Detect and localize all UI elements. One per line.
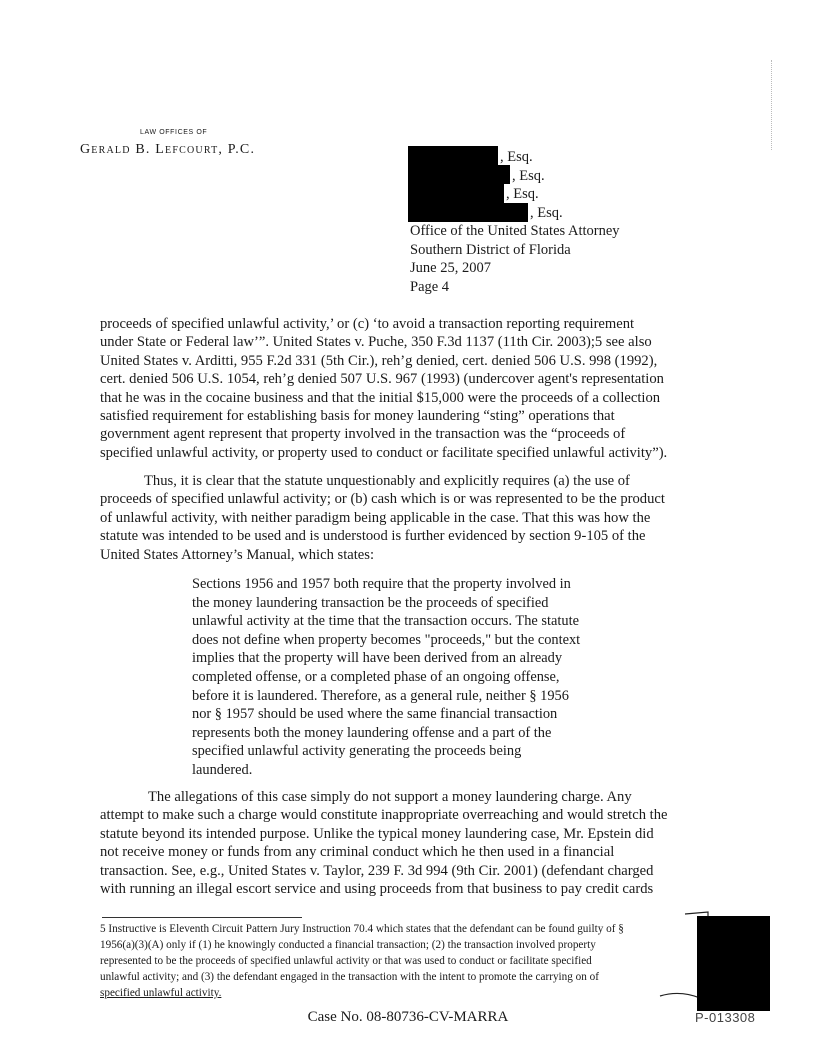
text-line: proceeds of specified unlawful activity,’ or (c) ‘to avoid a transaction reporting requirement xyxy=(100,316,635,332)
footnote-divider xyxy=(102,917,302,918)
footnote-line: 5 Instructive is Eleventh Circuit Pattern Jury Instruction 70.4 which states that the defendant can be found guilty of § xyxy=(100,923,624,935)
text-line: United States v. Arditti, 955 F.2d 331 (5th Cir.), reh’g denied, cert. denied 506 U.S. 998 (1992), xyxy=(100,352,658,369)
text-line: specified unlawful activity, or property used to conduct or facilitate specified unlawful activity”). xyxy=(100,444,668,461)
text-line: under State or Federal law’”. United States v. Puche, 350 F.3d 1137 (11th Cir. 2003);5 see also xyxy=(100,334,652,351)
footnote-line: unlawful activity; and (3) the defendant engaged in the transaction with the intent to promote the carrying on of xyxy=(100,971,599,983)
footnote-line: 1956(a)(3)(A) only if (1) he knowingly conducted a financial transaction; (2) the transaction involved property xyxy=(100,939,596,951)
redaction-box xyxy=(697,916,770,1011)
text-line: with running an illegal escort service and using proceeds from that business to pay credit cards xyxy=(100,881,654,898)
text-line: The allegations of this case simply do not support a money laundering charge. Any xyxy=(148,789,632,805)
recipient-address xyxy=(410,148,710,296)
scan-artifact xyxy=(771,60,773,150)
addressee-2: , Esq. xyxy=(512,167,545,184)
firm-name: Gerald B. Lefcourt, P.C. xyxy=(80,142,256,157)
law-offices-label: LAW OFFICES OF xyxy=(140,129,208,136)
text-line: attempt to make such a charge would constitute inappropriate overreaching and would stretch the xyxy=(100,807,668,824)
text-line: proceeds of specified unlawful activity; or (b) cash which is or was represented to be the product xyxy=(100,491,665,508)
case-number: Case No. 08-80736-CV-MARRA xyxy=(307,1009,509,1025)
recipient-office: Office of the United States Attorney xyxy=(410,223,620,239)
quote-line: the money laundering transaction be the proceeds of specified xyxy=(192,594,549,611)
quote-line: implies that the property will have been derived from an already xyxy=(192,650,563,667)
text-line: of unlawful activity, with neither paradigm being applicable in the case. That this was how the xyxy=(100,509,651,526)
paragraph-1 xyxy=(100,315,682,462)
paragraph-2 xyxy=(100,472,682,564)
quote-line: Sections 1956 and 1957 both require that the property involved in xyxy=(192,576,571,592)
footnote-line: specified unlawful activity. xyxy=(100,987,222,999)
text-line: that he was in the cocaine business and that the initial $15,000 were the proceeds of a collection xyxy=(100,389,661,406)
text-line: cert. denied 506 U.S. 1054, reh’g denied 507 U.S. 967 (1993) (undercover agent's representation xyxy=(100,371,664,388)
quote-line: before it is laundered. Therefore, as a general rule, neither § 1956 xyxy=(192,687,569,704)
quote-line: does not define when property becomes "proceeds," but the context xyxy=(192,631,581,648)
addressee-4: , Esq. xyxy=(530,204,563,221)
quote-line: nor § 1957 should be used where the same financial transaction xyxy=(192,706,558,723)
text-line: Thus, it is clear that the statute unquestionably and explicitly requires (a) the use of xyxy=(144,473,630,489)
quote-line: laundered. xyxy=(192,761,253,778)
block-quote xyxy=(192,575,612,780)
quote-line: specified unlawful activity generating the proceeds being xyxy=(192,743,522,760)
quote-line: unlawful activity at the time that the transaction occurs. The statute xyxy=(192,613,579,630)
text-line: not receive money or funds from any criminal conduct which he then used in a financial xyxy=(100,844,615,861)
text-line: statute was intended to be used and is understood is further evidenced by section 9-105 of the xyxy=(100,528,646,545)
text-line: government agent represent that property involved in the transaction was the “proceeds of xyxy=(100,426,626,443)
text-line: satisfied requirement for establishing basis for money laundering “sting” operations that xyxy=(100,408,615,425)
quote-line: completed offense, or a completed phase of an ongoing offense, xyxy=(192,668,560,685)
recipient-district: Southern District of Florida xyxy=(410,241,571,258)
text-line: United States Attorney’s Manual, which states: xyxy=(100,546,374,563)
text-line: statute beyond its intended purpose. Unlike the typical money laundering case, Mr. Epstein did xyxy=(100,825,654,842)
text-line: transaction. See, e.g., United States v. Taylor, 239 F. 3d 994 (9th Cir. 2001) (defendant charged xyxy=(100,862,654,879)
page-number: Page 4 xyxy=(410,278,450,295)
addressee-1: , Esq. xyxy=(500,149,533,165)
addressee-3: , Esq. xyxy=(506,186,539,202)
footnote-line: represented to be the proceeds of specified unlawful activity or that was used to conduct or facilitate specified xyxy=(100,955,592,967)
quote-line: represents both the money laundering offense and a part of the xyxy=(192,724,552,741)
bates-number: P-013308 xyxy=(695,1010,756,1025)
paragraph-3 xyxy=(100,788,682,898)
letter-date: June 25, 2007 xyxy=(410,260,491,276)
